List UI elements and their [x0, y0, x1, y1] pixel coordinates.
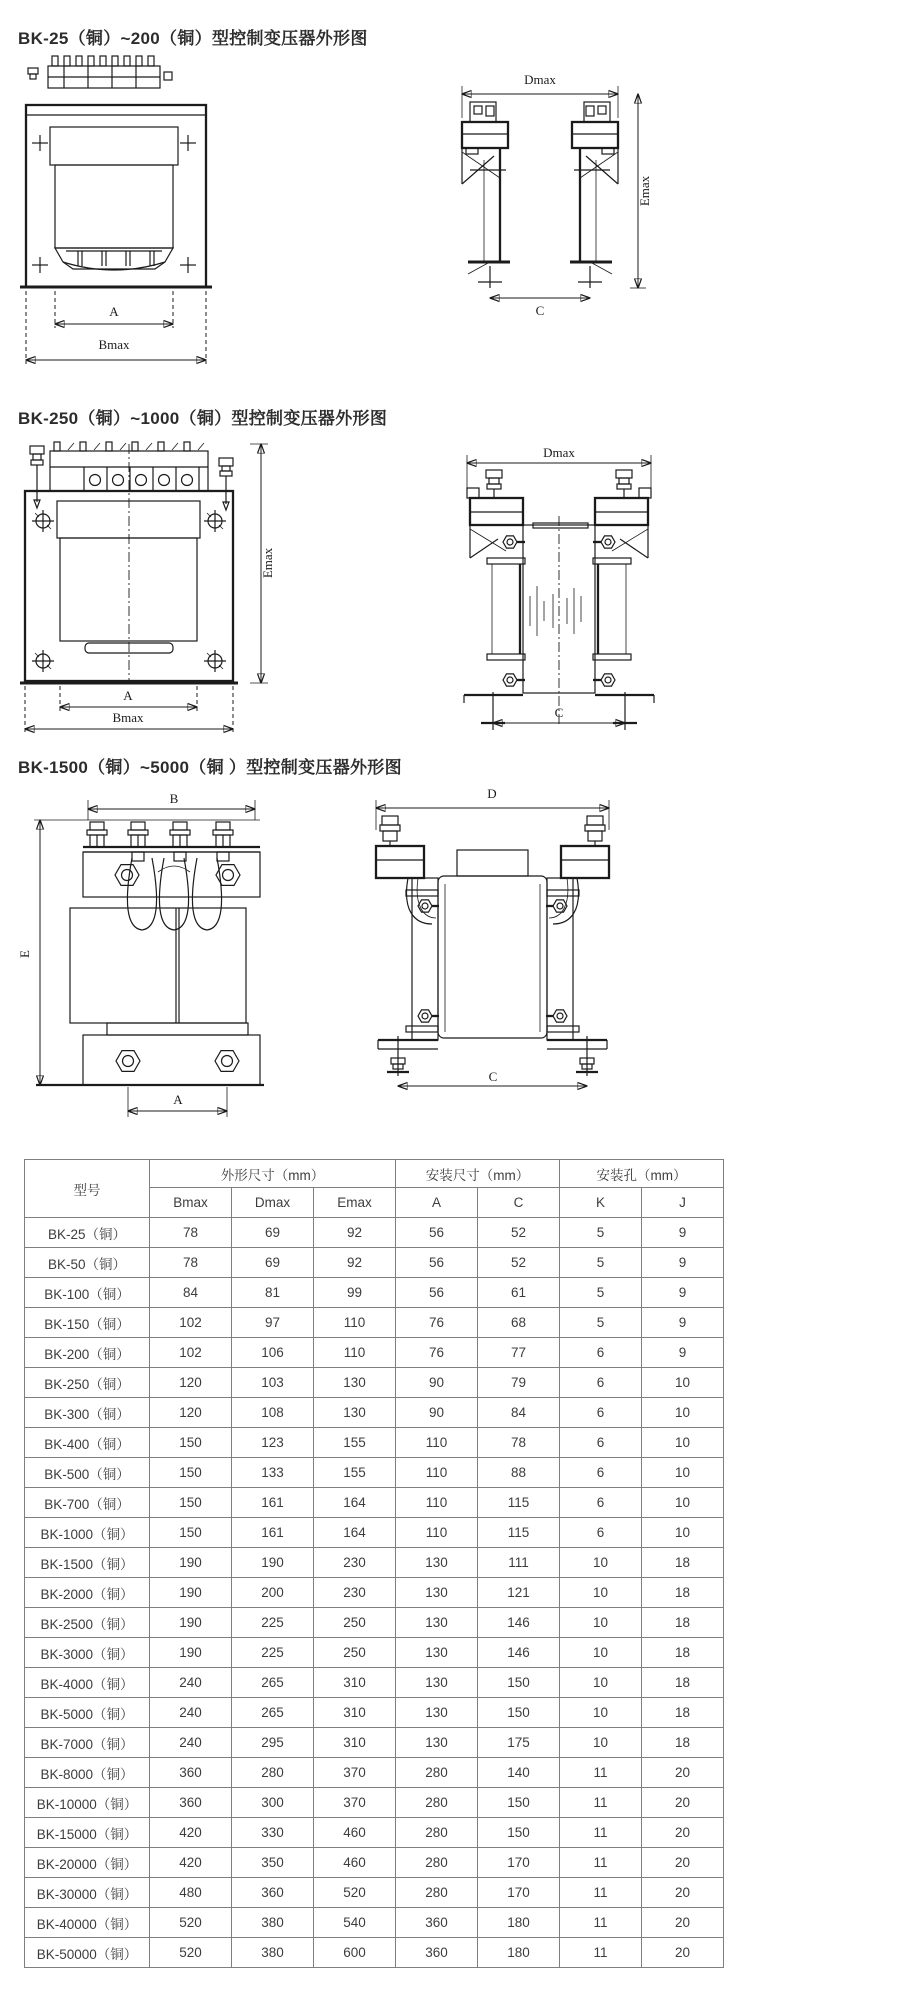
dim-value-cell: 230 — [314, 1548, 396, 1578]
table-row — [25, 1398, 724, 1428]
coil-skirt — [55, 248, 173, 270]
table-row — [25, 1878, 724, 1908]
dim-value-cell: 225 — [232, 1608, 314, 1638]
dim-value-cell: 370 — [314, 1788, 396, 1818]
dim-value-cell: 460 — [314, 1848, 396, 1878]
dim-value-cell: 92 — [314, 1248, 396, 1278]
dim-value-cell: 5 — [560, 1218, 642, 1248]
core-column — [523, 516, 595, 727]
table-subheader: C — [478, 1188, 560, 1218]
table-row — [25, 1368, 724, 1398]
dim-value-cell: 6 — [560, 1518, 642, 1548]
dim-value-cell: 9 — [642, 1218, 724, 1248]
dim-value-cell: 164 — [314, 1518, 396, 1548]
dim-value-cell: 18 — [642, 1728, 724, 1758]
dim-value-cell: 130 — [396, 1578, 478, 1608]
dim-value-cell: 280 — [396, 1788, 478, 1818]
dim-value-cell: 300 — [232, 1788, 314, 1818]
dimension-b — [88, 791, 255, 820]
dim-label-emax: Emax — [260, 547, 275, 579]
dim-value-cell: 56 — [396, 1218, 478, 1248]
core-body — [438, 850, 547, 1038]
dim-value-cell: 115 — [478, 1488, 560, 1518]
top-bolts — [87, 822, 233, 847]
dim-label-bmax: Bmax — [98, 337, 130, 352]
dimension-emax — [630, 94, 652, 288]
dimension-bmax — [26, 291, 206, 364]
side-view-drawing-2 — [450, 446, 672, 746]
table-row — [25, 1818, 724, 1848]
dim-value-cell: 20 — [642, 1848, 724, 1878]
dim-value-cell: 190 — [150, 1548, 232, 1578]
table-row — [25, 1668, 724, 1698]
lead-wires — [127, 858, 221, 930]
dim-value-cell: 133 — [232, 1458, 314, 1488]
dim-value-cell: 76 — [396, 1338, 478, 1368]
dim-value-cell: 600 — [314, 1938, 396, 1968]
dim-value-cell: 79 — [478, 1368, 560, 1398]
dim-label-b: B — [169, 791, 179, 806]
dim-value-cell: 280 — [396, 1878, 478, 1908]
dim-value-cell: 10 — [642, 1428, 724, 1458]
dim-value-cell: 140 — [478, 1758, 560, 1788]
model-cell: BK-300（铜） — [25, 1398, 150, 1428]
table-subheader: Bmax — [150, 1188, 232, 1218]
dim-value-cell: 90 — [396, 1368, 478, 1398]
dim-value-cell: 92 — [314, 1218, 396, 1248]
section-title-1: BK-25（铜）~200（铜）型控制变压器外形图 — [18, 29, 368, 48]
dim-value-cell: 170 — [478, 1878, 560, 1908]
table-row — [25, 1248, 724, 1278]
dim-value-cell: 150 — [150, 1518, 232, 1548]
dim-value-cell: 68 — [478, 1308, 560, 1338]
dim-value-cell: 190 — [150, 1578, 232, 1608]
dim-value-cell: 130 — [314, 1368, 396, 1398]
dim-value-cell: 360 — [150, 1758, 232, 1788]
dim-value-cell: 420 — [150, 1818, 232, 1848]
dim-value-cell: 11 — [560, 1908, 642, 1938]
clamp-leg — [464, 470, 525, 730]
dim-value-cell: 295 — [232, 1728, 314, 1758]
dimension-a — [60, 686, 197, 711]
dim-value-cell: 225 — [232, 1638, 314, 1668]
transformer-leg — [462, 102, 510, 288]
clamp-bolt-right — [219, 458, 233, 510]
coil-bodies — [70, 908, 248, 1035]
dim-value-cell: 9 — [642, 1278, 724, 1308]
dim-value-cell: 146 — [478, 1608, 560, 1638]
dim-value-cell: 161 — [232, 1488, 314, 1518]
dim-value-cell: 6 — [560, 1368, 642, 1398]
dim-value-cell: 121 — [478, 1578, 560, 1608]
dim-value-cell: 18 — [642, 1668, 724, 1698]
dim-value-cell: 110 — [396, 1518, 478, 1548]
model-cell: BK-1500（铜） — [25, 1548, 150, 1578]
dim-value-cell: 10 — [642, 1368, 724, 1398]
dim-value-cell: 11 — [560, 1878, 642, 1908]
section-title-2: BK-250（铜）~1000（铜）型控制变压器外形图 — [18, 409, 388, 428]
table-subheader: J — [642, 1188, 724, 1218]
dim-value-cell: 520 — [150, 1938, 232, 1968]
dim-value-cell: 280 — [396, 1848, 478, 1878]
table-row — [25, 1908, 724, 1938]
table-subheader: A — [396, 1188, 478, 1218]
dim-value-cell: 20 — [642, 1878, 724, 1908]
dim-value-cell: 250 — [314, 1608, 396, 1638]
dim-value-cell: 150 — [150, 1428, 232, 1458]
table-row — [25, 1608, 724, 1638]
dim-value-cell: 120 — [150, 1368, 232, 1398]
dim-value-cell: 130 — [396, 1638, 478, 1668]
dim-value-cell: 18 — [642, 1578, 724, 1608]
dim-value-cell: 11 — [560, 1818, 642, 1848]
dim-value-cell: 360 — [150, 1788, 232, 1818]
dim-value-cell: 18 — [642, 1698, 724, 1728]
dim-value-cell: 20 — [642, 1938, 724, 1968]
front-view-drawing-2 — [18, 442, 278, 736]
dim-value-cell: 265 — [232, 1668, 314, 1698]
dim-value-cell: 6 — [560, 1488, 642, 1518]
dimension-a — [55, 291, 173, 328]
dim-value-cell: 200 — [232, 1578, 314, 1608]
dim-label-dmax: Dmax — [543, 445, 575, 460]
table-row — [25, 1338, 724, 1368]
dim-value-cell: 350 — [232, 1848, 314, 1878]
dim-value-cell: 130 — [396, 1668, 478, 1698]
dim-value-cell: 175 — [478, 1728, 560, 1758]
dim-value-cell: 250 — [314, 1638, 396, 1668]
side-view-drawing-3 — [360, 786, 625, 1106]
dimension-a — [128, 1087, 227, 1117]
dim-value-cell: 155 — [314, 1428, 396, 1458]
dim-value-cell: 310 — [314, 1698, 396, 1728]
dim-value-cell: 170 — [478, 1848, 560, 1878]
dim-value-cell: 110 — [396, 1428, 478, 1458]
dim-value-cell: 161 — [232, 1518, 314, 1548]
table-row — [25, 1698, 724, 1728]
dim-label-a: A — [123, 688, 133, 703]
model-cell: BK-20000（铜） — [25, 1848, 150, 1878]
dim-value-cell: 280 — [396, 1818, 478, 1848]
dim-value-cell: 78 — [478, 1428, 560, 1458]
dim-value-cell: 10 — [560, 1728, 642, 1758]
table-body — [25, 1218, 724, 1968]
dim-label-e: E — [17, 950, 32, 958]
dim-value-cell: 180 — [478, 1908, 560, 1938]
dim-value-cell: 69 — [232, 1218, 314, 1248]
dim-label-bmax: Bmax — [112, 710, 144, 725]
dim-value-cell: 52 — [478, 1248, 560, 1278]
dim-label-c: C — [488, 1069, 498, 1084]
dim-value-cell: 6 — [560, 1458, 642, 1488]
dim-value-cell: 130 — [396, 1728, 478, 1758]
dim-value-cell: 99 — [314, 1278, 396, 1308]
dim-value-cell: 380 — [232, 1908, 314, 1938]
dim-value-cell: 102 — [150, 1338, 232, 1368]
model-cell: BK-50（铜） — [25, 1248, 150, 1278]
model-cell: BK-5000（铜） — [25, 1698, 150, 1728]
dim-value-cell: 84 — [478, 1398, 560, 1428]
dim-value-cell: 150 — [150, 1488, 232, 1518]
dim-value-cell: 56 — [396, 1248, 478, 1278]
dim-value-cell: 150 — [478, 1668, 560, 1698]
model-cell: BK-3000（铜） — [25, 1638, 150, 1668]
dim-value-cell: 10 — [560, 1578, 642, 1608]
table-row — [25, 1938, 724, 1968]
table-head — [25, 1160, 724, 1218]
dim-value-cell: 18 — [642, 1638, 724, 1668]
dim-value-cell: 360 — [396, 1938, 478, 1968]
dim-value-cell: 61 — [478, 1278, 560, 1308]
dim-value-cell: 120 — [150, 1398, 232, 1428]
dim-value-cell: 240 — [150, 1698, 232, 1728]
dim-value-cell: 265 — [232, 1698, 314, 1728]
dim-value-cell: 190 — [150, 1608, 232, 1638]
dim-label-a: A — [109, 304, 119, 319]
dim-value-cell: 20 — [642, 1908, 724, 1938]
dim-label-emax: Emax — [637, 175, 652, 207]
dim-value-cell: 155 — [314, 1458, 396, 1488]
dim-value-cell: 115 — [478, 1518, 560, 1548]
model-cell: BK-700（铜） — [25, 1488, 150, 1518]
table-row — [25, 1458, 724, 1488]
table-row — [25, 1728, 724, 1758]
table-row — [25, 1638, 724, 1668]
dimension-c — [490, 298, 590, 318]
dim-value-cell: 190 — [232, 1548, 314, 1578]
dim-value-cell: 84 — [150, 1278, 232, 1308]
model-cell: BK-7000（铜） — [25, 1728, 150, 1758]
dim-label-c: C — [554, 705, 564, 720]
table-subheader: K — [560, 1188, 642, 1218]
table-header-group: 外形尺寸（mm） — [150, 1160, 396, 1188]
bottom-clamp — [83, 1035, 260, 1085]
dim-value-cell: 123 — [232, 1428, 314, 1458]
model-cell: BK-150（铜） — [25, 1308, 150, 1338]
table-header-group: 安装尺寸（mm） — [396, 1160, 560, 1188]
dim-value-cell: 540 — [314, 1908, 396, 1938]
dim-value-cell: 81 — [232, 1278, 314, 1308]
table-header-group: 安装孔（mm） — [560, 1160, 724, 1188]
dim-value-cell: 69 — [232, 1248, 314, 1278]
table-header-group: 型号 — [25, 1160, 150, 1218]
dim-value-cell: 380 — [232, 1938, 314, 1968]
table-row — [25, 1848, 724, 1878]
table-row — [25, 1488, 724, 1518]
model-cell: BK-10000（铜） — [25, 1788, 150, 1818]
table-row — [25, 1308, 724, 1338]
top-clamp — [83, 847, 260, 897]
model-cell: BK-400（铜） — [25, 1428, 150, 1458]
model-cell: BK-2500（铜） — [25, 1608, 150, 1638]
model-cell: BK-200（铜） — [25, 1338, 150, 1368]
dim-value-cell: 10 — [642, 1398, 724, 1428]
dim-value-cell: 10 — [642, 1518, 724, 1548]
model-cell: BK-4000（铜） — [25, 1668, 150, 1698]
base-plate — [26, 105, 206, 287]
dim-value-cell: 102 — [150, 1308, 232, 1338]
dim-value-cell: 108 — [232, 1398, 314, 1428]
dim-value-cell: 20 — [642, 1788, 724, 1818]
dim-value-cell: 18 — [642, 1548, 724, 1578]
dimension-e — [17, 820, 40, 1085]
model-cell: BK-50000（铜） — [25, 1938, 150, 1968]
dim-label-c: C — [535, 303, 545, 318]
dimension-emax — [250, 444, 275, 683]
dim-value-cell: 280 — [396, 1758, 478, 1788]
table-row — [25, 1788, 724, 1818]
dim-label-dmax: Dmax — [524, 72, 556, 87]
terminal-block — [28, 56, 172, 88]
dim-value-cell: 6 — [560, 1338, 642, 1368]
mounting-cross-marks — [32, 135, 196, 273]
dim-value-cell: 5 — [560, 1248, 642, 1278]
dim-value-cell: 360 — [232, 1878, 314, 1908]
dim-value-cell: 190 — [150, 1638, 232, 1668]
dim-value-cell: 18 — [642, 1608, 724, 1638]
dimension-table — [24, 1159, 724, 1968]
dim-value-cell: 10 — [560, 1608, 642, 1638]
dim-value-cell: 150 — [478, 1698, 560, 1728]
dim-value-cell: 150 — [478, 1818, 560, 1848]
dim-value-cell: 280 — [232, 1758, 314, 1788]
dim-value-cell: 88 — [478, 1458, 560, 1488]
dim-value-cell: 130 — [396, 1548, 478, 1578]
section-title-3: BK-1500（铜）~5000（铜 ）型控制变压器外形图 — [18, 758, 402, 777]
dim-value-cell: 370 — [314, 1758, 396, 1788]
core-window — [60, 538, 197, 641]
dim-value-cell: 180 — [478, 1938, 560, 1968]
dim-value-cell: 76 — [396, 1308, 478, 1338]
coil-band — [57, 501, 200, 538]
clamp-leg — [376, 816, 439, 1076]
dim-value-cell: 77 — [478, 1338, 560, 1368]
dim-value-cell: 164 — [314, 1488, 396, 1518]
model-cell: BK-250（铜） — [25, 1368, 150, 1398]
dim-value-cell: 330 — [232, 1818, 314, 1848]
dim-value-cell: 10 — [642, 1488, 724, 1518]
table-row — [25, 1518, 724, 1548]
dim-value-cell: 110 — [396, 1488, 478, 1518]
model-cell: BK-500（铜） — [25, 1458, 150, 1488]
clamp-bolt-left — [30, 446, 44, 508]
dim-value-cell: 10 — [560, 1638, 642, 1668]
model-cell: BK-25（铜） — [25, 1218, 150, 1248]
model-cell: BK-1000（铜） — [25, 1518, 150, 1548]
table-subheader: Dmax — [232, 1188, 314, 1218]
dim-value-cell: 10 — [560, 1548, 642, 1578]
table-row — [25, 1578, 724, 1608]
dim-value-cell: 9 — [642, 1338, 724, 1368]
dim-value-cell: 520 — [314, 1878, 396, 1908]
model-cell: BK-15000（铜） — [25, 1818, 150, 1848]
dim-value-cell: 310 — [314, 1728, 396, 1758]
model-cell: BK-100（铜） — [25, 1278, 150, 1308]
dim-value-cell: 130 — [396, 1698, 478, 1728]
dim-value-cell: 420 — [150, 1848, 232, 1878]
dim-value-cell: 78 — [150, 1218, 232, 1248]
dim-value-cell: 240 — [150, 1668, 232, 1698]
dim-value-cell: 90 — [396, 1398, 478, 1428]
dim-value-cell: 111 — [478, 1548, 560, 1578]
dim-value-cell: 11 — [560, 1788, 642, 1818]
coil-band — [50, 127, 178, 165]
dim-value-cell: 52 — [478, 1218, 560, 1248]
dim-value-cell: 11 — [560, 1938, 642, 1968]
dim-value-cell: 56 — [396, 1278, 478, 1308]
dim-value-cell: 9 — [642, 1308, 724, 1338]
model-cell: BK-8000（铜） — [25, 1758, 150, 1788]
dim-value-cell: 78 — [150, 1248, 232, 1278]
model-cell: BK-30000（铜） — [25, 1878, 150, 1908]
dim-value-cell: 360 — [396, 1908, 478, 1938]
table-row — [25, 1548, 724, 1578]
table-row — [25, 1218, 724, 1248]
dim-value-cell: 480 — [150, 1878, 232, 1908]
dim-value-cell: 6 — [560, 1398, 642, 1428]
dim-value-cell: 20 — [642, 1818, 724, 1848]
dimension-dmax — [467, 445, 651, 490]
dim-value-cell: 150 — [478, 1788, 560, 1818]
model-cell: BK-40000（铜） — [25, 1908, 150, 1938]
dim-value-cell: 10 — [560, 1698, 642, 1728]
dim-value-cell: 20 — [642, 1758, 724, 1788]
table-row — [25, 1278, 724, 1308]
dim-value-cell: 310 — [314, 1668, 396, 1698]
table-row — [25, 1428, 724, 1458]
dim-value-cell: 110 — [314, 1308, 396, 1338]
dim-value-cell: 97 — [232, 1308, 314, 1338]
dim-value-cell: 130 — [314, 1398, 396, 1428]
dim-value-cell: 11 — [560, 1758, 642, 1788]
front-view-drawing-3 — [8, 786, 270, 1122]
dim-value-cell: 460 — [314, 1818, 396, 1848]
dim-label-d: D — [487, 786, 497, 801]
core-window — [55, 165, 173, 248]
dim-label-a: A — [173, 1092, 183, 1107]
dim-value-cell: 10 — [642, 1458, 724, 1488]
dim-value-cell: 5 — [560, 1308, 642, 1338]
dim-value-cell: 146 — [478, 1638, 560, 1668]
dim-value-cell: 10 — [560, 1668, 642, 1698]
dim-value-cell: 103 — [232, 1368, 314, 1398]
dim-value-cell: 130 — [396, 1608, 478, 1638]
dimension-c — [398, 1069, 587, 1086]
table-row — [25, 1758, 724, 1788]
dim-value-cell: 240 — [150, 1728, 232, 1758]
dim-value-cell: 5 — [560, 1278, 642, 1308]
dim-value-cell: 110 — [314, 1338, 396, 1368]
dim-value-cell: 230 — [314, 1578, 396, 1608]
dim-value-cell: 6 — [560, 1428, 642, 1458]
dimension-d — [376, 786, 609, 830]
table-subheader: Emax — [314, 1188, 396, 1218]
side-view-drawing-1 — [458, 72, 663, 322]
dim-value-cell: 150 — [150, 1458, 232, 1488]
dim-value-cell: 9 — [642, 1248, 724, 1278]
dim-value-cell: 11 — [560, 1848, 642, 1878]
dim-value-cell: 520 — [150, 1908, 232, 1938]
model-cell: BK-2000（铜） — [25, 1578, 150, 1608]
front-view-drawing-1 — [18, 56, 214, 368]
dim-value-cell: 110 — [396, 1458, 478, 1488]
dim-value-cell: 106 — [232, 1338, 314, 1368]
